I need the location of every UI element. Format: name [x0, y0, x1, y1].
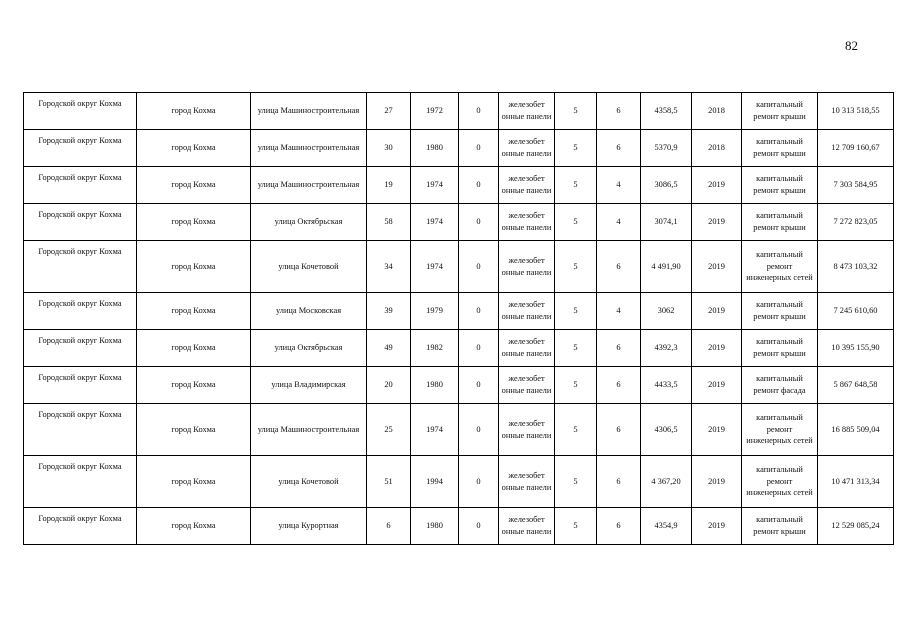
cell-entrances: 6 — [597, 130, 641, 167]
table-row — [24, 130, 894, 167]
cell-area: 5370,9 — [641, 130, 692, 167]
cell-build-year: 1974 — [411, 204, 459, 241]
cell-cost: 10 471 313,34 — [818, 456, 894, 508]
cell-build-year: 1974 — [411, 404, 459, 456]
cell-settlement: город Кохма — [137, 330, 251, 367]
cell-build-year: 1972 — [411, 93, 459, 130]
cell-entrances: 4 — [597, 293, 641, 330]
table-row — [24, 404, 894, 456]
cell-wall-material: железобет онные панели — [499, 241, 555, 293]
cell-municipality: Городской округ Кохма — [24, 204, 137, 241]
cell-cost: 10 313 518,55 — [818, 93, 894, 130]
cell-street: улица Кочетовой — [251, 456, 367, 508]
cell-build-year: 1974 — [411, 167, 459, 204]
cell-floors: 5 — [555, 167, 597, 204]
cell-settlement: город Кохма — [137, 93, 251, 130]
cell-floors: 5 — [555, 456, 597, 508]
cell-work-type: капитальный ремонт крыши — [742, 204, 818, 241]
cell-cost: 5 867 648,58 — [818, 367, 894, 404]
cell-plan-year: 2018 — [692, 130, 742, 167]
cell-plan-year: 2019 — [692, 204, 742, 241]
cell-floors: 5 — [555, 330, 597, 367]
cell-house-number: 25 — [367, 404, 411, 456]
housing-repair-table — [23, 92, 894, 545]
cell-floors: 5 — [555, 508, 597, 545]
cell-municipality: Городской округ Кохма — [24, 241, 137, 293]
cell-settlement: город Кохма — [137, 241, 251, 293]
cell-house-number: 58 — [367, 204, 411, 241]
cell-municipality: Городской округ Кохма — [24, 330, 137, 367]
cell-floors: 5 — [555, 293, 597, 330]
cell-build-year: 1982 — [411, 330, 459, 367]
cell-settlement: город Кохма — [137, 404, 251, 456]
cell-plan-year: 2019 — [692, 456, 742, 508]
table-row — [24, 367, 894, 404]
cell-work-type: капитальный ремонт инженерных сетей — [742, 404, 818, 456]
cell-wall-material: железобет онные панели — [499, 330, 555, 367]
cell-zero-value: 0 — [459, 293, 499, 330]
cell-settlement: город Кохма — [137, 508, 251, 545]
table-row — [24, 93, 894, 130]
cell-cost: 12 709 160,67 — [818, 130, 894, 167]
cell-street: улица Октябрьская — [251, 204, 367, 241]
cell-entrances: 6 — [597, 93, 641, 130]
cell-entrances: 4 — [597, 204, 641, 241]
cell-work-type: капитальный ремонт фасада — [742, 367, 818, 404]
cell-build-year: 1980 — [411, 367, 459, 404]
cell-build-year: 1994 — [411, 456, 459, 508]
cell-house-number: 51 — [367, 456, 411, 508]
cell-floors: 5 — [555, 367, 597, 404]
cell-area: 4358,5 — [641, 93, 692, 130]
cell-cost: 16 885 509,04 — [818, 404, 894, 456]
cell-build-year: 1974 — [411, 241, 459, 293]
cell-zero-value: 0 — [459, 93, 499, 130]
cell-municipality: Городской округ Кохма — [24, 167, 137, 204]
cell-cost: 7 303 584,95 — [818, 167, 894, 204]
cell-cost: 10 395 155,90 — [818, 330, 894, 367]
cell-settlement: город Кохма — [137, 167, 251, 204]
table-row — [24, 241, 894, 293]
table-row — [24, 456, 894, 508]
cell-plan-year: 2019 — [692, 293, 742, 330]
cell-house-number: 39 — [367, 293, 411, 330]
cell-build-year: 1980 — [411, 508, 459, 545]
cell-street: улица Курортная — [251, 508, 367, 545]
cell-area: 3074,1 — [641, 204, 692, 241]
cell-zero-value: 0 — [459, 130, 499, 167]
cell-area: 4 367,20 — [641, 456, 692, 508]
cell-entrances: 6 — [597, 330, 641, 367]
cell-plan-year: 2019 — [692, 404, 742, 456]
cell-area: 4433,5 — [641, 367, 692, 404]
cell-work-type: капитальный ремонт крыши — [742, 293, 818, 330]
cell-plan-year: 2019 — [692, 508, 742, 545]
cell-floors: 5 — [555, 404, 597, 456]
cell-municipality: Городской округ Кохма — [24, 93, 137, 130]
cell-zero-value: 0 — [459, 167, 499, 204]
cell-cost: 12 529 085,24 — [818, 508, 894, 545]
cell-street: улица Октябрьская — [251, 330, 367, 367]
table-row — [24, 167, 894, 204]
cell-house-number: 27 — [367, 93, 411, 130]
cell-street: улица Московская — [251, 293, 367, 330]
cell-street: улица Машиностроительная — [251, 167, 367, 204]
cell-house-number: 30 — [367, 130, 411, 167]
cell-wall-material: железобет онные панели — [499, 204, 555, 241]
cell-house-number: 49 — [367, 330, 411, 367]
cell-wall-material: железобет онные панели — [499, 456, 555, 508]
table-row — [24, 204, 894, 241]
cell-floors: 5 — [555, 130, 597, 167]
cell-street: улица Машиностроительная — [251, 93, 367, 130]
cell-plan-year: 2019 — [692, 367, 742, 404]
cell-settlement: город Кохма — [137, 204, 251, 241]
cell-wall-material: железобет онные панели — [499, 404, 555, 456]
cell-work-type: капитальный ремонт инженерных сетей — [742, 241, 818, 293]
cell-house-number: 34 — [367, 241, 411, 293]
cell-floors: 5 — [555, 241, 597, 293]
cell-area: 4306,5 — [641, 404, 692, 456]
cell-plan-year: 2019 — [692, 330, 742, 367]
cell-settlement: город Кохма — [137, 293, 251, 330]
cell-entrances: 6 — [597, 241, 641, 293]
cell-entrances: 6 — [597, 404, 641, 456]
cell-zero-value: 0 — [459, 241, 499, 293]
cell-municipality: Городской округ Кохма — [24, 367, 137, 404]
cell-zero-value: 0 — [459, 367, 499, 404]
cell-area: 4 491,90 — [641, 241, 692, 293]
cell-build-year: 1980 — [411, 130, 459, 167]
cell-wall-material: железобет онные панели — [499, 93, 555, 130]
cell-settlement: город Кохма — [137, 367, 251, 404]
cell-build-year: 1979 — [411, 293, 459, 330]
cell-cost: 8 473 103,32 — [818, 241, 894, 293]
cell-zero-value: 0 — [459, 204, 499, 241]
cell-area: 3062 — [641, 293, 692, 330]
cell-house-number: 6 — [367, 508, 411, 545]
cell-work-type: капитальный ремонт инженерных сетей — [742, 456, 818, 508]
cell-plan-year: 2019 — [692, 167, 742, 204]
cell-area: 3086,5 — [641, 167, 692, 204]
table-body — [24, 93, 894, 545]
cell-cost: 7 272 823,05 — [818, 204, 894, 241]
cell-area: 4354,9 — [641, 508, 692, 545]
cell-municipality: Городской округ Кохма — [24, 130, 137, 167]
table-row — [24, 508, 894, 545]
cell-wall-material: железобет онные панели — [499, 367, 555, 404]
cell-plan-year: 2018 — [692, 93, 742, 130]
cell-zero-value: 0 — [459, 508, 499, 545]
cell-plan-year: 2019 — [692, 241, 742, 293]
cell-street: улица Владимирская — [251, 367, 367, 404]
cell-settlement: город Кохма — [137, 456, 251, 508]
cell-house-number: 19 — [367, 167, 411, 204]
cell-municipality: Городской округ Кохма — [24, 456, 137, 508]
cell-entrances: 6 — [597, 456, 641, 508]
table-row — [24, 293, 894, 330]
cell-municipality: Городской округ Кохма — [24, 293, 137, 330]
page-number: 82 — [845, 38, 858, 53]
cell-entrances: 4 — [597, 167, 641, 204]
cell-settlement: город Кохма — [137, 130, 251, 167]
cell-work-type: капитальный ремонт крыши — [742, 130, 818, 167]
cell-wall-material: железобет онные панели — [499, 508, 555, 545]
cell-entrances: 6 — [597, 367, 641, 404]
cell-zero-value: 0 — [459, 330, 499, 367]
cell-zero-value: 0 — [459, 456, 499, 508]
cell-floors: 5 — [555, 93, 597, 130]
cell-work-type: капитальный ремонт крыши — [742, 508, 818, 545]
cell-wall-material: железобет онные панели — [499, 130, 555, 167]
cell-street: улица Машиностроительная — [251, 130, 367, 167]
cell-wall-material: железобет онные панели — [499, 167, 555, 204]
cell-municipality: Городской округ Кохма — [24, 404, 137, 456]
cell-floors: 5 — [555, 204, 597, 241]
cell-cost: 7 245 610,60 — [818, 293, 894, 330]
cell-wall-material: железобет онные панели — [499, 293, 555, 330]
cell-work-type: капитальный ремонт крыши — [742, 330, 818, 367]
table-row — [24, 330, 894, 367]
cell-zero-value: 0 — [459, 404, 499, 456]
cell-street: улица Кочетовой — [251, 241, 367, 293]
cell-house-number: 20 — [367, 367, 411, 404]
cell-work-type: капитальный ремонт крыши — [742, 167, 818, 204]
cell-municipality: Городской округ Кохма — [24, 508, 137, 545]
cell-area: 4392,3 — [641, 330, 692, 367]
cell-entrances: 6 — [597, 508, 641, 545]
cell-work-type: капитальный ремонт крыши — [742, 93, 818, 130]
cell-street: улица Машиностроительная — [251, 404, 367, 456]
